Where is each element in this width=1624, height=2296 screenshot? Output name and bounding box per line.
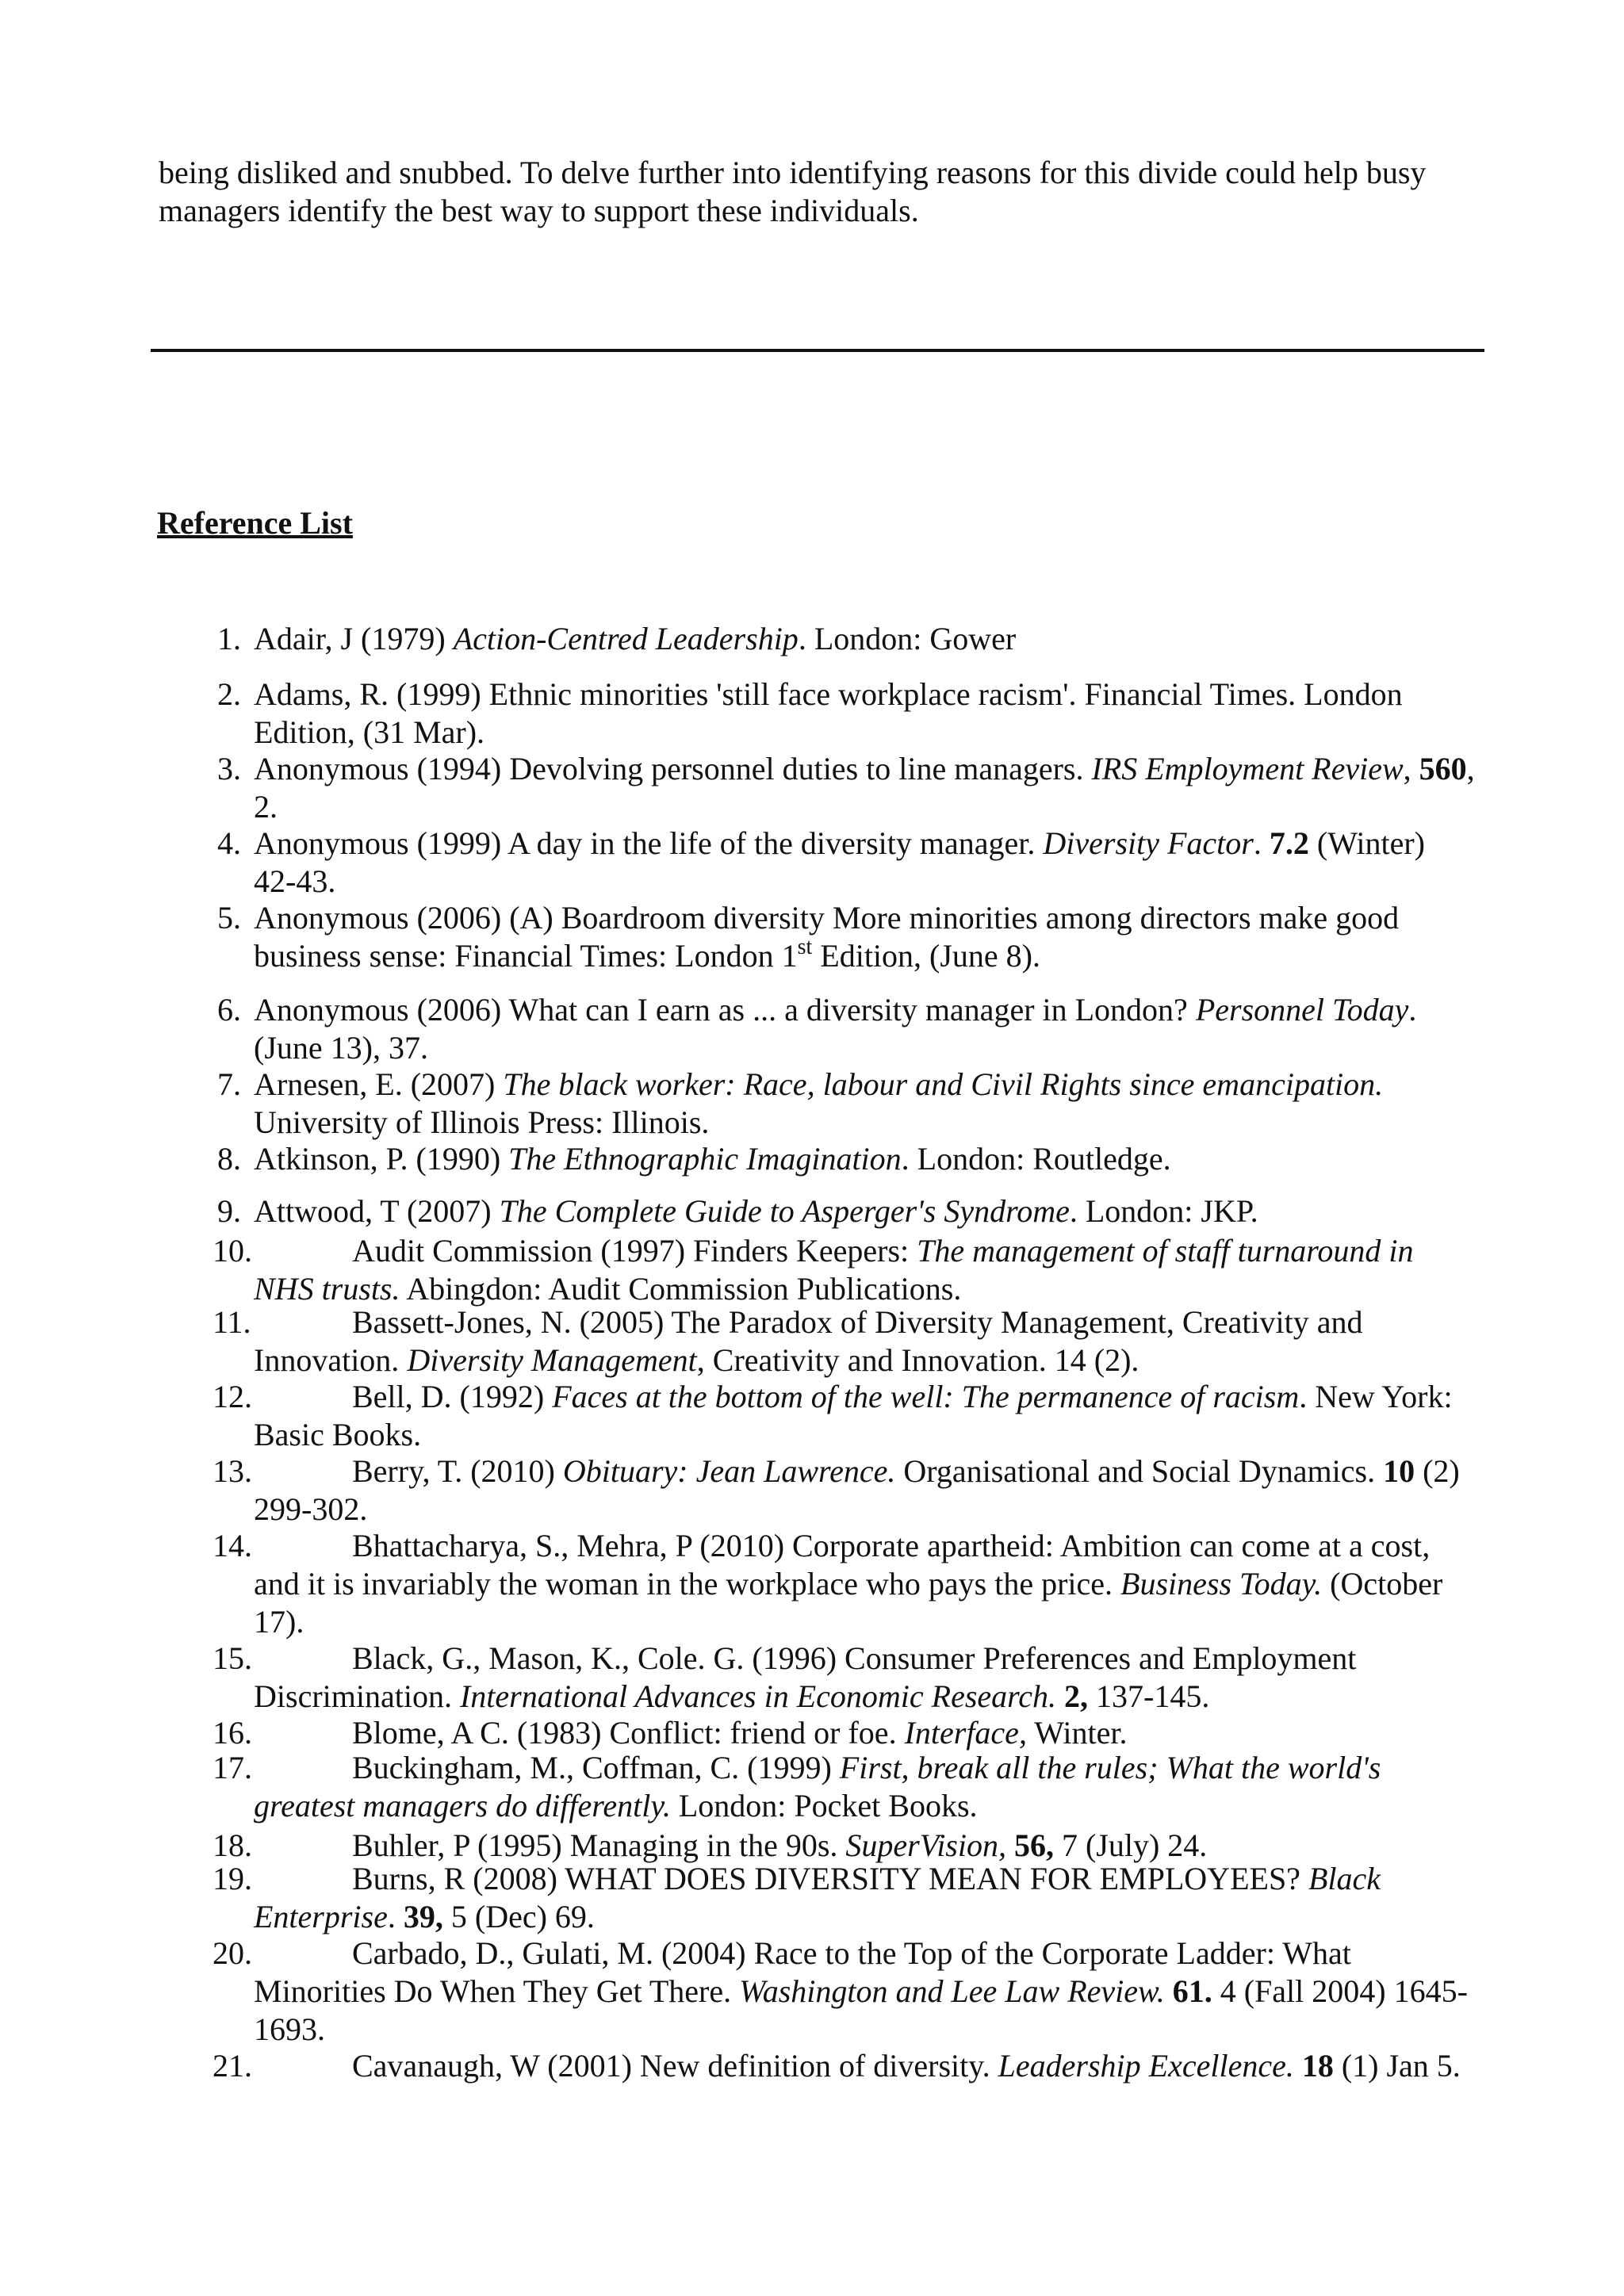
reference-segment: st: [797, 934, 813, 959]
reference-segment: Anonymous (1994) Devolving personnel duties to line managers.: [254, 751, 1092, 786]
reference-segment: Buhler, P (1995) Managing in the 90s.: [352, 1827, 846, 1863]
reference-text: [254, 620, 1475, 658]
reference-title: Personnel Today: [1195, 992, 1409, 1027]
reference-volume: 7.2: [1269, 825, 1309, 861]
reference-segment: .: [1253, 825, 1270, 861]
reference-number: 15.: [213, 1640, 252, 1676]
reference-title: Action-Centred Leadership: [453, 621, 799, 656]
reference-text: [254, 675, 1475, 752]
reference-text: [254, 1303, 1475, 1380]
reference-title: The management of staff turnaround in NHS trusts.: [254, 1233, 1414, 1307]
reference-segment: Carbado, D., Gulati, M. (2004) Race to the Top of the Corporate Ladder: What Minorities Do When They Get There.: [254, 1935, 1351, 2009]
reference-segment: Bassett-Jones, N. (2005) The Paradox of Diversity Management, Creativity and Innovation.: [254, 1304, 1363, 1378]
reference-volume: 2,: [1064, 1678, 1088, 1714]
reference-segment: Attwood, T (2007): [254, 1193, 500, 1229]
reference-title: The Ethnographic Imagination: [508, 1141, 902, 1177]
reference-number: 13.: [213, 1453, 252, 1489]
reference-text: [254, 1140, 1475, 1178]
reference-segment: University of Illinois Press: Illinois.: [254, 1104, 710, 1140]
reference-title: International Advances in Economic Research.: [459, 1678, 1056, 1714]
reference-segment: Organisational and Social Dynamics.: [895, 1453, 1384, 1489]
reference-title: Business Today.: [1120, 1566, 1323, 1601]
reference-segment: . London: Routledge.: [901, 1141, 1171, 1177]
reference-segment: . London: JKP.: [1069, 1193, 1258, 1229]
reference-title: Interface,: [904, 1715, 1027, 1751]
reference-segment: (Winter) 42-43.: [254, 825, 1425, 899]
reference-segment: London: Pocket Books.: [670, 1788, 978, 1823]
reference-title: Leadership Excellence.: [998, 2048, 1294, 2084]
reference-segment: Burns, R (2008) WHAT DOES DIVERSITY MEAN FOR EMPLOYEES?: [352, 1861, 1308, 1896]
reference-title: Washington and Lee Law Review.: [739, 1973, 1165, 2009]
reference-text: [254, 991, 1475, 1067]
reference-segment: [1165, 1973, 1173, 2009]
reference-text: [254, 1827, 1475, 1865]
reference-title: Faces at the bottom of the well: The permanence of racism: [552, 1379, 1300, 1414]
reference-segment: Winter.: [1026, 1715, 1128, 1751]
reference-title: Black Enterprise: [254, 1861, 1381, 1934]
reference-volume: 18: [1301, 2048, 1334, 2084]
reference-segment: .: [387, 1899, 404, 1934]
reference-number: 16.: [213, 1715, 252, 1751]
reference-segment: . London: Gower: [798, 621, 1017, 656]
reference-text: [254, 2047, 1475, 2085]
reference-text: [254, 1749, 1475, 1825]
reference-segment: 137-145.: [1088, 1678, 1210, 1714]
reference-volume: 61.: [1172, 1973, 1212, 2009]
reference-segment: Blome, A C. (1983) Conflict: friend or foe.: [352, 1715, 905, 1751]
reference-segment: Bhattacharya, S., Mehra, P (2010) Corporate apartheid: Ambition can come at a cost, and it is invariably the woman in the workplace who pays the price.: [254, 1528, 1431, 1601]
reference-number: 18.: [213, 1827, 252, 1863]
reference-number: 12.: [213, 1379, 252, 1414]
reference-text: [254, 1378, 1475, 1454]
reference-number: 7.: [217, 1066, 241, 1102]
reference-text: [254, 1192, 1475, 1230]
reference-segment: (October 17).: [254, 1566, 1443, 1640]
reference-segment: Edition, (June 8).: [812, 938, 1040, 974]
reference-number: 6.: [217, 992, 241, 1027]
reference-segment: Bell, D. (1992): [352, 1379, 553, 1414]
intro-paragraph: being disliked and snubbed. To delve further into identifying reasons for this divide could help busy managers identify the best way to support these individuals.: [159, 155, 1427, 228]
reference-segment: Black, G., Mason, K., Cole. G. (1996) Consumer Preferences and Employment Discrimination.: [254, 1640, 1357, 1714]
reference-volume: 10: [1383, 1453, 1415, 1489]
reference-segment: 4 (Fall 2004) 1645-1693.: [254, 1973, 1468, 2047]
reference-title: Diversity Management: [407, 1342, 697, 1378]
reference-title: Diversity Factor: [1043, 825, 1254, 861]
reference-number: 2.: [217, 676, 241, 712]
reference-text: [254, 899, 1475, 975]
reference-volume: 56,: [1013, 1827, 1054, 1863]
reference-number: 10.: [213, 1233, 252, 1269]
reference-segment: (2) 299-302.: [254, 1453, 1460, 1527]
reference-title: Obituary: Jean Lawrence.: [562, 1453, 896, 1489]
reference-text: [254, 825, 1475, 901]
reference-title: First, break all the rules; What the world's greatest managers do differently.: [254, 1750, 1381, 1823]
reference-segment: 5 (Dec) 69.: [442, 1899, 595, 1934]
reference-number: 14.: [213, 1528, 252, 1563]
reference-segment: . New York: Basic Books.: [254, 1379, 1453, 1452]
reference-segment: Atkinson, P. (1990): [254, 1141, 509, 1177]
reference-text: [254, 1232, 1475, 1308]
reference-segment: [1056, 1678, 1064, 1714]
reference-text: [254, 1452, 1475, 1529]
reference-segment: Audit Commission (1997) Finders Keepers:: [352, 1233, 917, 1269]
reference-segment: [1006, 1827, 1014, 1863]
reference-number: 20.: [213, 1935, 252, 1971]
reference-number: 5.: [217, 900, 241, 936]
reference-segment: Anonymous (2006) What can I earn as ... a diversity manager in London?: [254, 992, 1196, 1027]
reference-title: The black worker: Race, labour and Civil Rights since emancipation.: [503, 1066, 1384, 1102]
reference-segment: Cavanaugh, W (2001) New definition of diversity.: [352, 2048, 998, 2084]
reference-text: [254, 750, 1475, 826]
reference-segment: 7 (July) 24.: [1053, 1827, 1208, 1863]
reference-text: [254, 1527, 1475, 1641]
reference-segment: Adair, J (1979): [254, 621, 454, 656]
reference-number: 1.: [217, 621, 241, 656]
reference-number: 3.: [217, 751, 241, 786]
reference-segment: Buckingham, M., Coffman, C. (1999): [352, 1750, 840, 1785]
reference-segment: Berry, T. (2010): [352, 1453, 563, 1489]
reference-volume: 39,: [403, 1899, 443, 1934]
reference-volume: 560: [1419, 751, 1467, 786]
reference-text: [254, 1714, 1475, 1752]
reference-title: The Complete Guide to Asperger's Syndrome: [499, 1193, 1070, 1229]
reference-segment: Anonymous (1999) A day in the life of the diversity manager.: [254, 825, 1044, 861]
reference-number: 9.: [217, 1193, 241, 1229]
reference-text: [254, 1934, 1475, 2049]
reference-segment: ,: [1403, 751, 1419, 786]
reference-segment: , Creativity and Innovation. 14 (2).: [696, 1342, 1139, 1378]
reference-number: 19.: [213, 1861, 252, 1896]
reference-text: [254, 1640, 1475, 1716]
reference-segment: Abingdon: Audit Commission Publications.: [400, 1271, 962, 1307]
reference-number: 8.: [217, 1141, 241, 1177]
reference-title: IRS Employment Review: [1091, 751, 1404, 786]
reference-segment: Adams, R. (1999) Ethnic minorities 'still face workplace racism'. Financial Times. London Edition, (31 Mar).: [254, 676, 1403, 750]
reference-title: SuperVision,: [845, 1827, 1006, 1863]
reference-segment: Arnesen, E. (2007): [254, 1066, 504, 1102]
reference-segment: , 2.: [254, 751, 1475, 825]
reference-text: [254, 1066, 1475, 1142]
reference-segment: [1294, 2048, 1302, 2084]
reference-number: 11.: [213, 1304, 251, 1340]
reference-list-heading: Reference List: [157, 505, 353, 541]
reference-segment: . (June 13), 37.: [254, 992, 1417, 1066]
reference-segment: Anonymous (2006) (A) Boardroom diversity More minorities among directors make good business sense: Financial Times: London 1: [254, 900, 1400, 974]
reference-number: 17.: [213, 1750, 252, 1785]
reference-text: [254, 1860, 1475, 1936]
reference-number: 21.: [213, 2048, 252, 2084]
reference-segment: (1) Jan 5.: [1333, 2048, 1461, 2084]
reference-number: 4.: [217, 825, 241, 861]
